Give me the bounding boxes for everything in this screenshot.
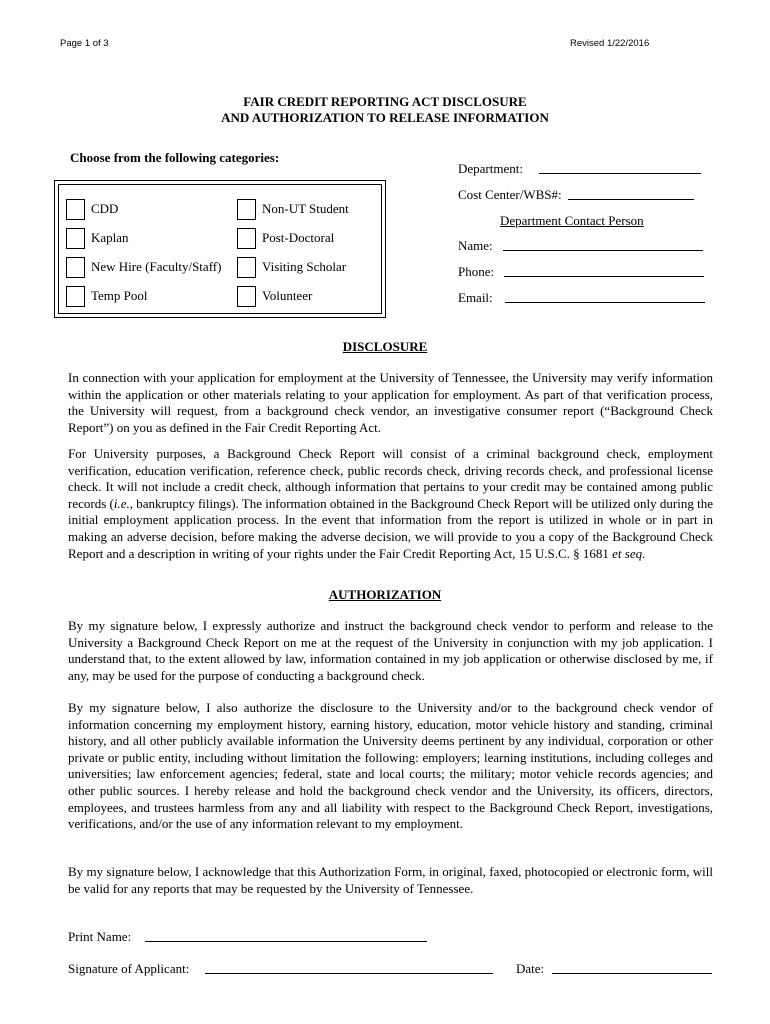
- category-label: Kaplan: [91, 230, 129, 245]
- print-name-field[interactable]: [68, 929, 427, 945]
- print-name-line[interactable]: [145, 941, 427, 942]
- cost-center-field[interactable]: [458, 187, 694, 203]
- contact-name-field[interactable]: [458, 238, 703, 254]
- signature-label: Signature of Applicant:: [68, 961, 190, 976]
- department-field[interactable]: [458, 161, 701, 177]
- checkbox-volunteer[interactable]: [237, 286, 256, 307]
- authorization-paragraph-2: By my signature below, I also authorize the disclosure to the University and/or to the background check vendor of information concerning my employment history, earning history, education, motor vehicle history and standing, criminal history, and all other publicly available information the University deems pertinent by any individual, corporation or other private or public entity, including without limitation the following: employers; learning institutions, including colleges and universities; law enforcement agencies; federal, state and local courts; the military; motor vehicle records agencies; and other public sources. I hereby release and hold the background check vendor and the University, its officers, directors, employees, and trustees harmless from any and all liability with respect to the Background Check Report, investigations, verifications, and/or the use of any information relevant to my employment.: [68, 700, 713, 832]
- authorization-paragraph-1: By my signature below, I expressly authorize and instruct the background check vendor to perform and release to the University a Background Check Report on me at the request of the University in conjunction with my job application. I understand that, to the extent allowed by law, information contained in my job application or otherwise disclosed by me, if any, may be used for the purpose of conducting a background check.: [68, 618, 713, 683]
- category-label: Temp Pool: [91, 288, 148, 303]
- date-line[interactable]: [552, 973, 712, 974]
- revised-date: Revised 1/22/2016: [570, 38, 650, 49]
- category-temp-pool[interactable]: [66, 285, 148, 307]
- cost-center-line[interactable]: [568, 199, 694, 200]
- authorization-paragraph-3: By my signature below, I acknowledge that this Authorization Form, in original, faxed, photocopied or electronic form, will be valid for any reports that may be requested by the University of Tennessee.: [68, 864, 713, 896]
- disclosure-p2-ie: i.e.: [113, 495, 130, 511]
- phone-line[interactable]: [504, 276, 704, 277]
- category-label: Non-UT Student: [262, 201, 349, 216]
- category-label: Volunteer: [262, 288, 313, 303]
- contact-phone-field[interactable]: [458, 264, 704, 280]
- checkbox-non-ut-student[interactable]: [237, 199, 256, 220]
- category-label: Visiting Scholar: [262, 259, 347, 274]
- category-visiting-scholar[interactable]: [237, 256, 346, 278]
- signature-field[interactable]: [68, 961, 493, 977]
- contact-person-heading: Department Contact Person: [500, 213, 644, 228]
- phone-label: Phone:: [458, 264, 495, 279]
- category-label: Post-Doctoral: [262, 230, 335, 245]
- category-label: CDD: [91, 201, 119, 216]
- checkbox-post-doctoral[interactable]: [237, 228, 256, 249]
- disclosure-p2-etseq: et seq.: [612, 545, 646, 561]
- checkbox-new-hire[interactable]: [66, 257, 85, 278]
- print-name-label: Print Name:: [68, 929, 132, 944]
- date-field[interactable]: [516, 961, 712, 977]
- signature-line[interactable]: [205, 973, 493, 974]
- checkbox-temp-pool[interactable]: [66, 286, 85, 307]
- category-label: New Hire (Faculty/Staff): [91, 259, 222, 274]
- category-kaplan[interactable]: [66, 227, 129, 249]
- page-number: Page 1 of 3: [60, 38, 109, 49]
- form-title-line1: FAIR CREDIT REPORTING ACT DISCLOSURE: [243, 94, 527, 109]
- name-label: Name:: [458, 238, 493, 253]
- checkbox-visiting-scholar[interactable]: [237, 257, 256, 278]
- department-label: Department:: [458, 161, 523, 176]
- category-new-hire[interactable]: [66, 256, 221, 278]
- authorization-heading: AUTHORIZATION: [328, 587, 442, 602]
- disclosure-paragraph-2: [68, 446, 713, 562]
- department-line[interactable]: [539, 173, 701, 174]
- disclosure-p2-part-a: For University purposes, a Background Check Report will consist of a criminal background check, employment verification, education verification, reference check, public records check, driving records check, and professional license check. It will not include a credit check, although information that pertains to your credit may be contained among public records (: [68, 446, 713, 511]
- categories-heading: Choose from the following categories:: [70, 150, 280, 165]
- form-title-line2: AND AUTHORIZATION TO RELEASE INFORMATION: [221, 110, 549, 125]
- checkbox-cdd[interactable]: [66, 199, 85, 220]
- date-label: Date:: [516, 961, 545, 976]
- category-cdd[interactable]: [66, 198, 118, 220]
- category-post-doctoral[interactable]: [237, 227, 334, 249]
- disclosure-paragraph-1: In connection with your application for employment at the University of Tennessee, the University may verify information within the application or other materials relating to your application for employment. As part of that verification process, the University will request, from a background check vendor, an investigative consumer report (“Background Check Report”) on you as defined in the Fair Credit Reporting Act.: [68, 370, 713, 435]
- name-line[interactable]: [503, 250, 703, 251]
- disclosure-p2-part-b: , bankruptcy filings). The information obtained in the Background Check Report will be utilized only during the initial employment application process. In the event that information from the report is utilized in whole or in part in making an adverse decision, before making the adverse decision, we will provide to you a copy of the Background Check Report and a description in writing of your rights under the Fair Credit Reporting Act, 15 U.S.C. § 1681: [68, 495, 713, 561]
- contact-email-field[interactable]: [458, 290, 705, 306]
- checkbox-kaplan[interactable]: [66, 228, 85, 249]
- email-line[interactable]: [505, 302, 705, 303]
- category-non-ut-student[interactable]: [237, 198, 349, 220]
- cost-center-label: Cost Center/WBS#:: [458, 187, 562, 202]
- email-label: Email:: [458, 290, 493, 305]
- disclosure-heading: DISCLOSURE: [342, 339, 428, 354]
- category-volunteer[interactable]: [237, 285, 312, 307]
